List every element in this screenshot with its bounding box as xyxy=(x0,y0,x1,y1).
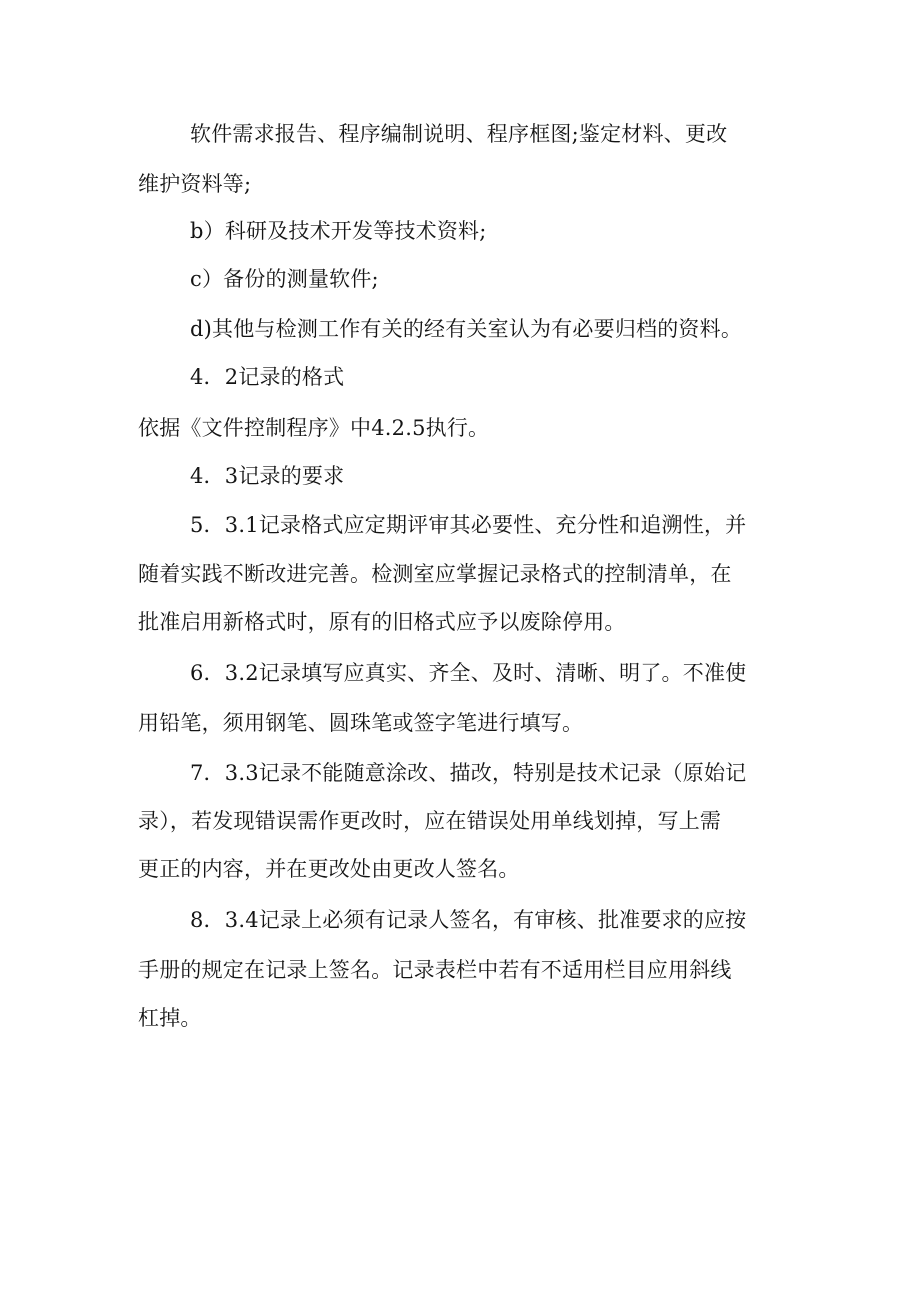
text-line: 5．3.1记录格式应定期评审其必要性、充分性和追溯性，并 xyxy=(190,513,747,537)
text-line: 用铅笔，须用钢笔、圆珠笔或签字笔进行填写。 xyxy=(138,711,584,735)
text-line: 杠掉。 xyxy=(138,1006,202,1030)
text-line: 维护资料等; xyxy=(138,172,252,196)
text-line: 手册的规定在记录上签名。记录表栏中若有不适用栏目应用斜线 xyxy=(138,958,732,982)
text-line: b）科研及技术开发等技术资料; xyxy=(190,219,487,243)
text-line: 7．3.3记录不能随意涂改、描改，特别是技术记录（原始记 xyxy=(190,761,747,785)
text-line: 6．3.2记录填写应真实、齐全、及时、清晰、明了。不准使 xyxy=(190,661,747,685)
section-heading: 4．3记录的要求 xyxy=(190,464,345,488)
text-line: 随着实践不断改进完善。检测室应掌握记录格式的控制清单，在 xyxy=(138,562,732,586)
text-line: 依据《文件控制程序》中4.2.5执行。 xyxy=(138,416,490,440)
text-line: 更正的内容，并在更改处由更改人签名。 xyxy=(138,857,520,881)
text-line: d)其他与检测工作有关的经有关室认为有必要归档的资料。 xyxy=(190,317,743,341)
text-line: 软件需求报告、程序编制说明、程序框图;鉴定材料、更改 xyxy=(190,122,728,146)
text-line: c）备份的测量软件; xyxy=(190,267,379,291)
text-line: 录），若发现错误需作更改时，应在错误处用单线划掉，写上需 xyxy=(138,809,722,833)
text-line: 8．3.4记录上必须有记录人签名，有审核、批准要求的应按 xyxy=(190,908,747,932)
section-heading: 4．2记录的格式 xyxy=(190,365,345,389)
text-line: 批准启用新格式时，原有的旧格式应予以废除停用。 xyxy=(138,610,626,634)
